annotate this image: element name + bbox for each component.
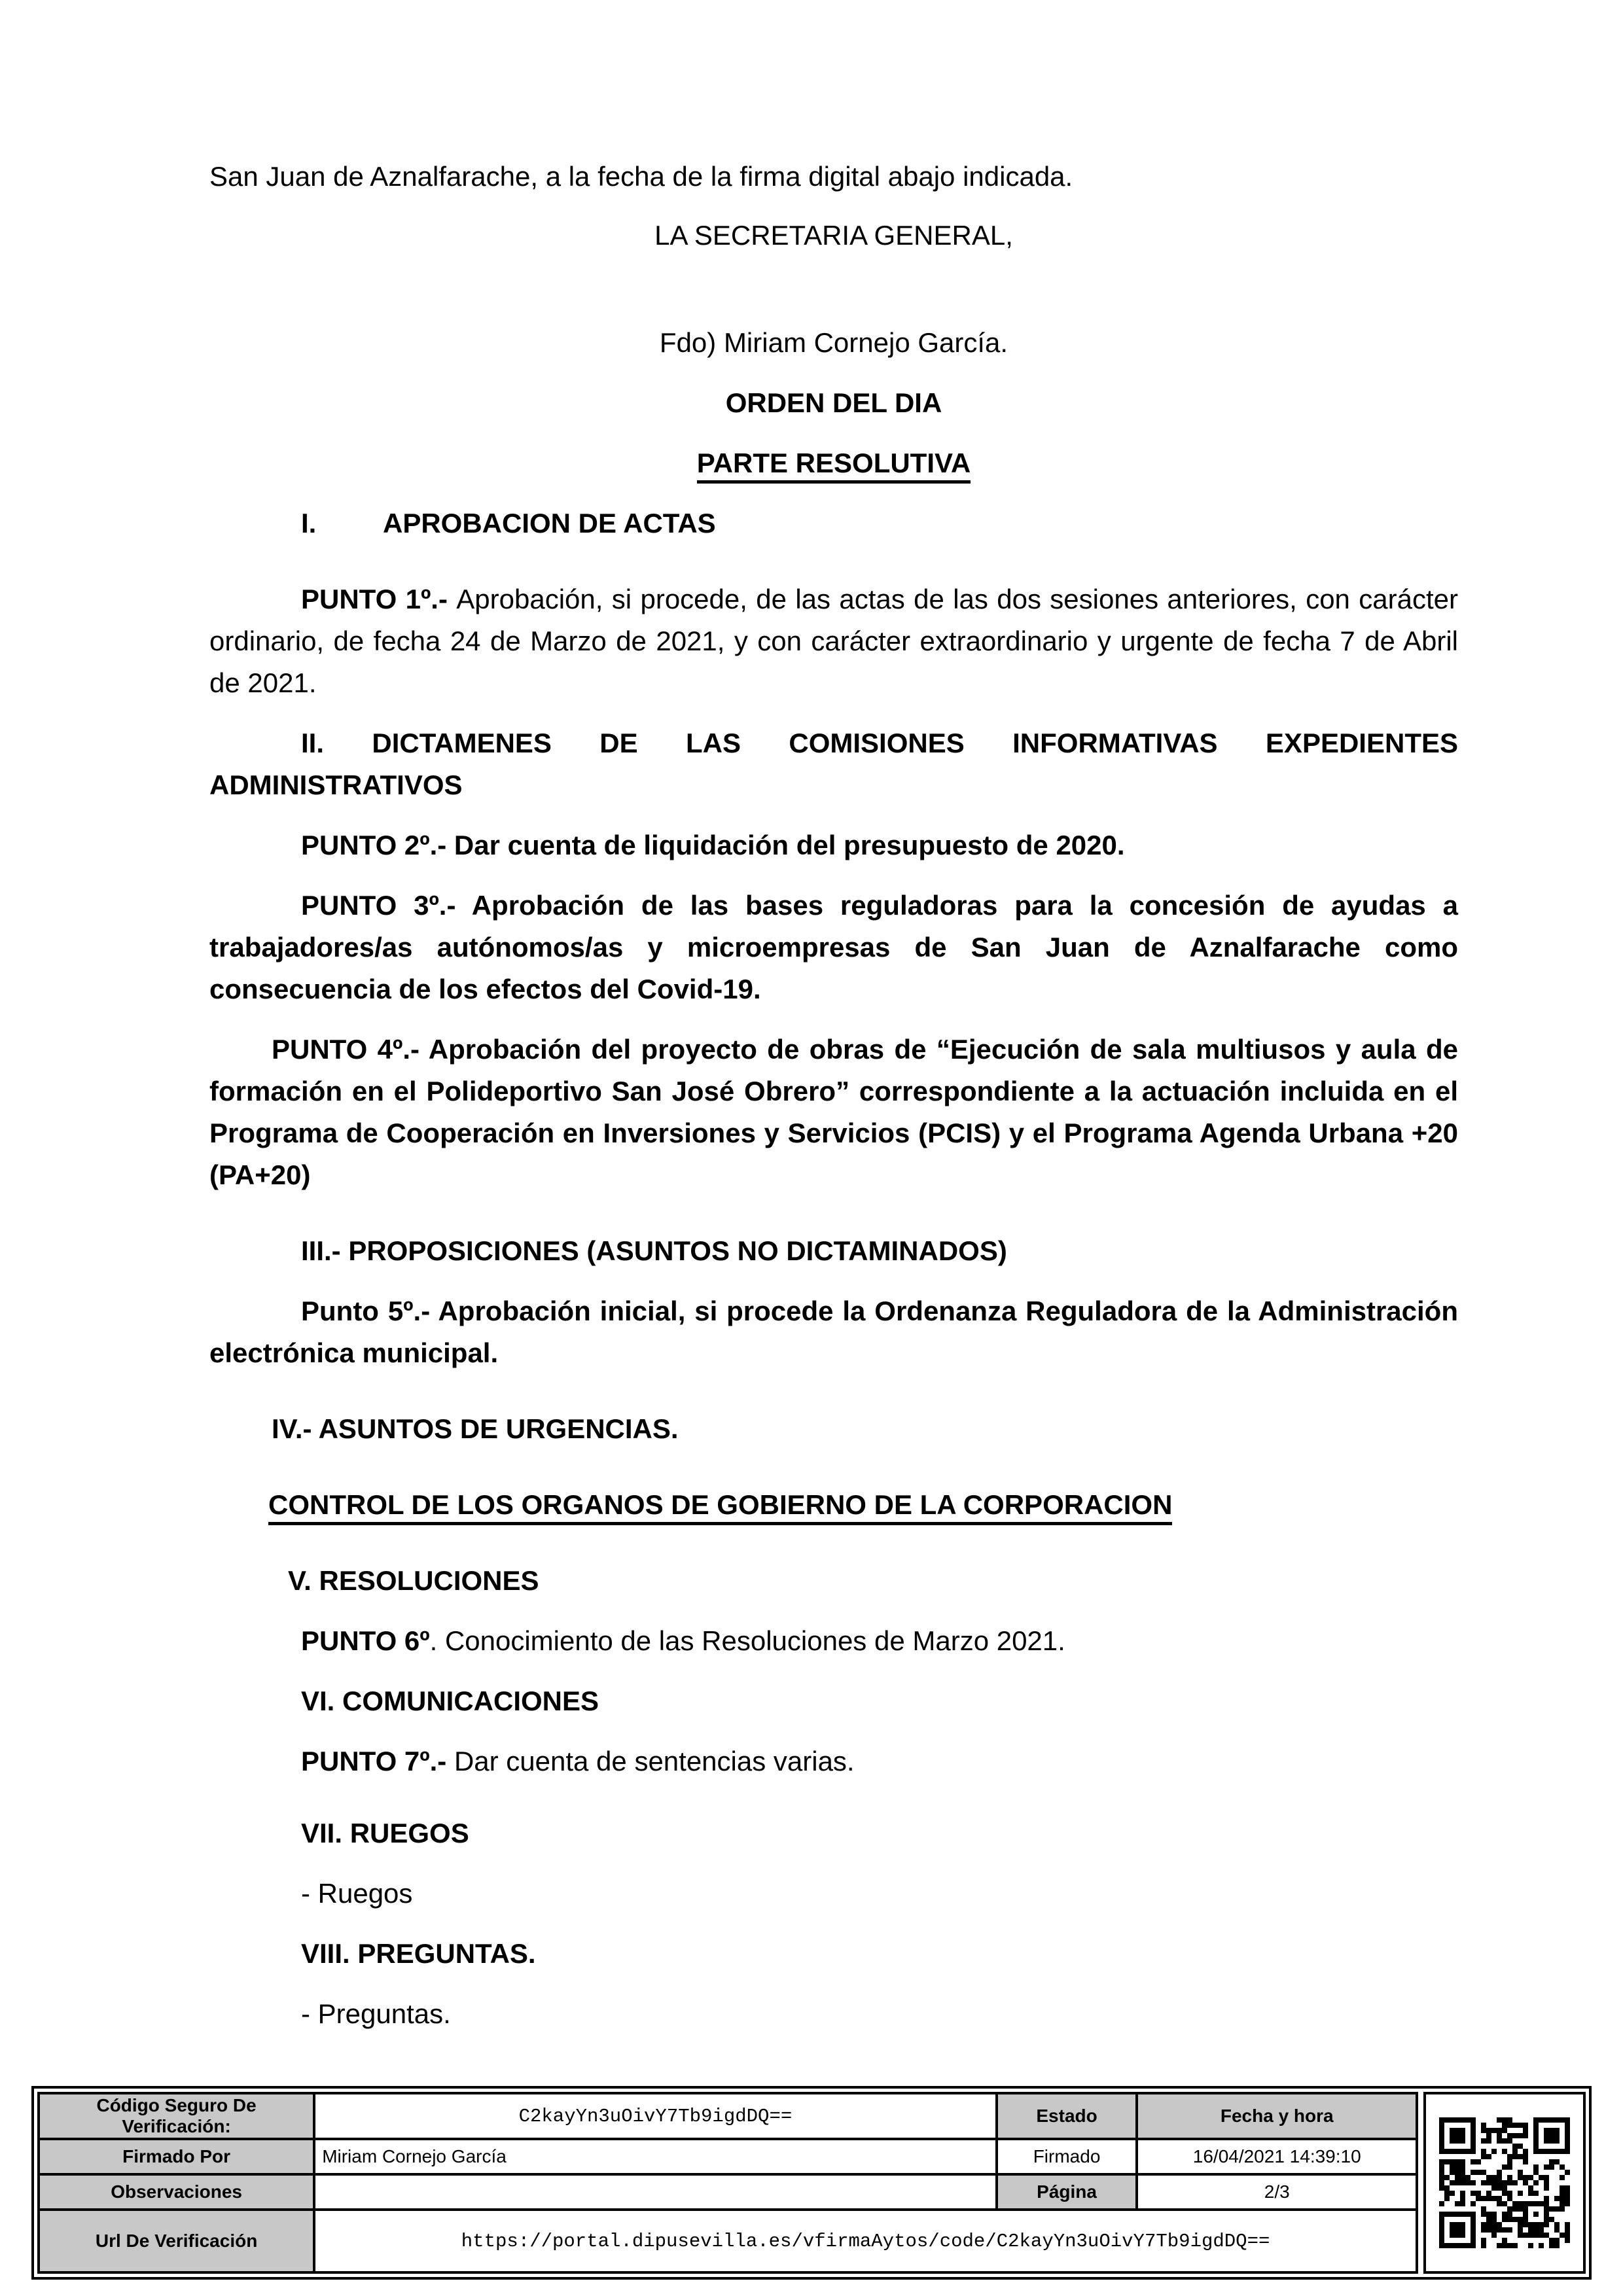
fecha-label: Fecha y hora: [1137, 2093, 1417, 2139]
punto-6-lead: PUNTO 6º: [301, 1625, 430, 1656]
item-vii: VII. RUEGOS: [301, 1818, 469, 1848]
pagina-value: 2/3: [1137, 2174, 1417, 2210]
control-heading-wrap: [209, 1484, 1458, 1526]
observaciones-value: [314, 2174, 996, 2210]
punto-6: [209, 1620, 1458, 1662]
csv-value: C2kayYn3uOivY7Tb9igdDQ==: [314, 2093, 996, 2139]
secretary-title: LA SECRETARIA GENERAL,: [654, 220, 1013, 251]
item-i-label: APROBACION DE ACTAS: [383, 508, 716, 539]
item-vi: VI. COMUNICACIONES: [301, 1686, 599, 1716]
item-iv: IV.- ASUNTOS DE URGENCIAS.: [272, 1413, 679, 1444]
firmado-label: Firmado Por: [39, 2139, 314, 2174]
verification-footer: [31, 2086, 1592, 2280]
punto-4: PUNTO 4º.- Aprobación del proyecto de obras de “Ejecución de sala multiusos y aula de formación en el Polideportivo San José Obrero” correspondiente a la actuación incluida en el Programa de Cooperación en Inversiones y Servicios (PCIS) y el Programa Agenda Urbana +20 (PA+20): [209, 1034, 1458, 1190]
qr-code: [1439, 2117, 1570, 2248]
verification-table: [37, 2092, 1418, 2274]
ruegos-item: - Ruegos: [301, 1878, 413, 1909]
item-ii: II. DICTAMENES DE LAS COMISIONES INFORMATIVAS EXPEDIENTES ADMINISTRATIVOS: [209, 728, 1458, 800]
estado-label: Estado: [997, 2093, 1137, 2139]
qr-panel: [1423, 2092, 1586, 2274]
item-viii: VIII. PREGUNTAS.: [301, 1938, 536, 1969]
punto-1: [209, 578, 1458, 704]
punto-7-lead: PUNTO 7º.-: [301, 1746, 454, 1776]
punto-3: PUNTO 3º.- Aprobación de las bases reguladoras para la concesión de ayudas a trabajadores/as autónomos/as y microempresas de San Juan de Aznalfarache como consecuencia de los efectos del Covid-19.: [209, 890, 1458, 1004]
item-v: V. RESOLUCIONES: [288, 1565, 539, 1596]
document-body: [209, 156, 1458, 2035]
control-heading: CONTROL DE LOS ORGANOS DE GOBIERNO DE LA CORPORACION: [268, 1489, 1172, 1525]
firmado-value: Miriam Cornejo García: [314, 2139, 996, 2174]
pagina-label: Página: [997, 2174, 1137, 2210]
signature-line: Fdo) Miriam Cornejo García.: [659, 327, 1008, 358]
parte-resolutiva-heading: PARTE RESOLUTIVA: [697, 448, 971, 484]
punto-6-text: . Conocimiento de las Resoluciones de Marzo 2021.: [429, 1625, 1065, 1656]
item-i: [209, 503, 1458, 544]
url-value: https://portal.dipusevilla.es/vfirmaAytos/code/C2kayYn3uOivY7Tb9igdDQ==: [314, 2210, 1417, 2272]
agenda-title: ORDEN DEL DIA: [725, 387, 942, 418]
estado-value: Firmado: [997, 2139, 1137, 2174]
punto-1-text: Aprobación, si procede, de las actas de las dos sesiones anteriores, con carácter ordinario, de fecha 24 de Marzo de 2021, y con carácter extraordinario y urgente de fecha 7 de Abril de 2021.: [209, 584, 1458, 698]
punto-2: PUNTO 2º.- Dar cuenta de liquidación del presupuesto de 2020.: [301, 830, 1125, 860]
dateline: San Juan de Aznalfarache, a la fecha de la firma digital abajo indicada.: [209, 161, 1073, 192]
punto-1-lead: PUNTO 1º.-: [301, 584, 457, 614]
csv-label: Código Seguro De Verificación:: [39, 2093, 314, 2139]
item-iii: III.- PROPOSICIONES (ASUNTOS NO DICTAMINADOS): [301, 1235, 1007, 1266]
preguntas-item: - Preguntas.: [301, 1998, 451, 2029]
section-title-wrap: [209, 442, 1458, 484]
observaciones-label: Observaciones: [39, 2174, 314, 2210]
punto-7: [209, 1740, 1458, 1782]
fecha-value: 16/04/2021 14:39:10: [1137, 2139, 1417, 2174]
punto-5: Punto 5º.- Aprobación inicial, si procede la Ordenanza Reguladora de la Administración electrónica municipal.: [209, 1296, 1458, 1368]
url-label: Url De Verificación: [39, 2210, 314, 2272]
item-i-numeral: I.: [301, 508, 317, 539]
punto-7-text: Dar cuenta de sentencias varias.: [454, 1746, 855, 1776]
